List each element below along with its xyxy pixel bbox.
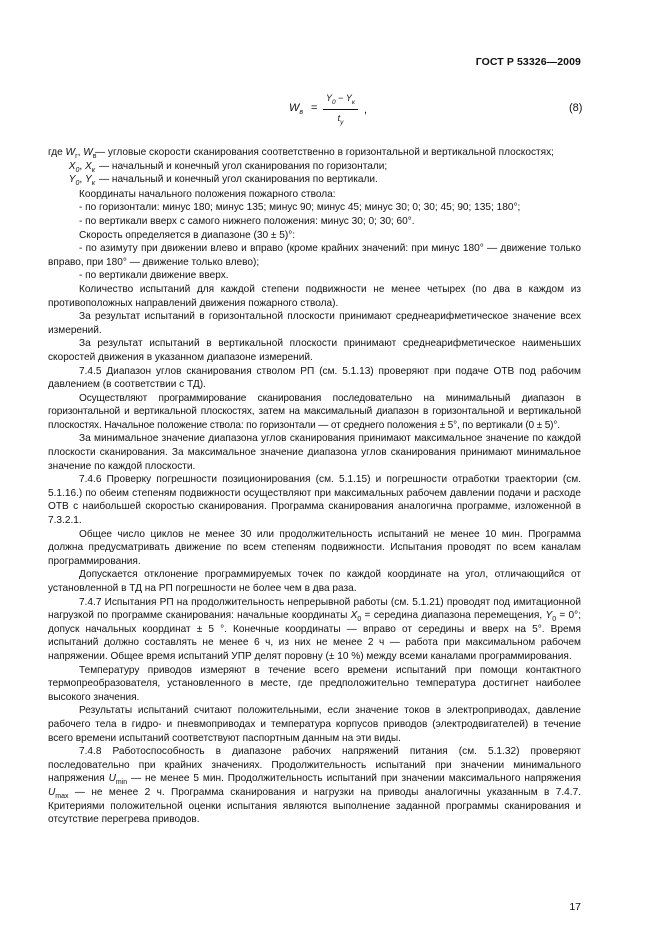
definition-symbol (48, 160, 99, 174)
text-run: = 0°; допуск начальных координат ± 5 °. Конечные координаты — вправо от середины и вверх на 5°. Время испытаний должно составлять не менее 6 ч, из них не менее 2 ч — работа при максимальном рабочем напряжении. Общее время испытаний УПР делят поровну (± 10 %) между всеми каналами программирования. (48, 610, 581, 662)
paragraph: Координаты начального положения пожарного ствола: (79, 188, 336, 200)
sym-xk: X (84, 160, 92, 172)
paragraph: Осуществляют программирование сканирования последовательно на минимальный диапазон в горизонтальной и вертикальной плоскостях, затем на максимальный диапазон в горизонтальной и вертикальной плоскостях. Начальное положение ствола: по горизонтали — от среднего положения ± 5°, по вертикали (0 ± 5)°. (48, 392, 581, 431)
formula-lhs (289, 102, 303, 116)
formula-number: (8) (569, 102, 583, 114)
num-b-sub: к (351, 98, 355, 106)
paragraph: Общее число циклов не менее 30 или продолжительность испытаний не менее 10 мин. Программа должна предусматривать движение по всем степеням подвижности. Испытания проводят по всем каналам программирования. (48, 528, 581, 567)
definition-text: — начальный и конечный угол сканирования по горизонтали; (99, 160, 388, 172)
sym-x0-sub: 0 (357, 616, 362, 624)
paragraph: За минимальное значение диапазона углов сканирования принимают максимальное значение по каждой плоскости сканирования. За максимальное значение диапазона углов сканирования принимают минимальное значение по каждой плоскости. (48, 433, 581, 472)
paragraph (48, 745, 581, 827)
sym-xk-sub: к (91, 166, 95, 174)
formula-8 (0, 92, 661, 140)
paragraph: - по вертикали движение вверх. (79, 270, 229, 282)
sym-sep: , (79, 174, 85, 186)
num-minus: − (335, 93, 346, 103)
text-run: = середина диапазона перемещения, (361, 610, 546, 622)
formula-equals: = (311, 102, 318, 114)
paragraph: Скорость определяется в диапазоне (30 ± 5)°: (79, 229, 296, 241)
sym-y0: Y (545, 610, 553, 622)
text-run: 7.4.7 Испытания РП на продолжительность непрерывной работы (см. 5.1.21) проводят под имитационной нагрузкой по программе сканирования: начальные координаты (48, 596, 581, 622)
paragraph: - по вертикали вверх с самого нижнего положения: минус 30; 0; 30; 60°. (79, 215, 415, 227)
paragraph: - по азимуту при движении влево и вправо (кроме крайних значений: при минус 180° — движение только вправо, при 180° — движение только влево); (48, 243, 581, 268)
formula-lhs-symbol: W (289, 102, 300, 114)
sym-y0: Y (68, 174, 76, 186)
formula-denominator (323, 110, 358, 131)
sym-y0-sub: 0 (552, 616, 557, 624)
definition-w (48, 146, 581, 160)
sym-sep: , (79, 160, 85, 172)
den-sub: y (340, 118, 344, 126)
paragraph: Допускается отклонение программируемых точек по каждой координате на угол, отличающийся от установленной в ТД на РП погрешности не более чем в два раза. (48, 569, 581, 594)
sym-umin: U (108, 773, 116, 785)
sym-wg: W (65, 147, 76, 158)
text-run: — не менее 2 ч. Программа сканирования и нагрузки на приводы аналогичны указанным в 7.4.7. Критериями положительной оценки испытания являются выполнение заданной программы сканирования и отсутствие перегрева приводов. (48, 786, 581, 826)
formula-comma: , (364, 104, 368, 116)
sym-umax: U (48, 786, 56, 798)
paragraph (48, 596, 581, 664)
paragraph: 7.4.6 Проверку погрешности позиционирования (см. 5.1.15) и погрешности отработки траектории (см. 5.1.16.) по обеим степеням подвижности осуществляют при максимальных рабочем давлении подачи и расходе ОТВ с наибольшей скоростью сканирования. Программа сканирования аналогична программе, изложенной в 7.3.2.1. (48, 474, 581, 527)
definition-text: — угловые скорости сканирования соответственно в горизонтальной и вертикальной плоскостях; (95, 147, 554, 158)
sym-wv-sub: в (92, 153, 97, 161)
formula-numerator (323, 92, 358, 110)
paragraph: - по горизонтали: минус 180; минус 135; минус 90; минус 45; минус 30; 0; 30; 45; 90; 135; 180°; (79, 202, 521, 214)
paragraph: 7.4.5 Диапазон углов сканирования стволом РП (см. 5.1.13) проверяют при подаче ОТВ под рабочим давлением (в соответствии с ТД). (48, 365, 581, 391)
text-run: — не менее 5 мин. Продолжительность испытаний при значении максимального напряжения (127, 773, 581, 785)
body-text (48, 146, 581, 827)
definition-x (48, 160, 581, 174)
sym-umax-sub: max (55, 792, 69, 800)
sym-y0-sub: 0 (75, 180, 80, 188)
text-run: 7.4.8 Работоспособность в диапазоне рабочих напряжений питания (см. 5.1.32) проверяют последовательно при крайних значениях. Продолжительность испытаний при значении минимального напряжения (48, 746, 581, 785)
definition-symbol (48, 173, 99, 187)
formula-fraction (323, 92, 358, 131)
paragraph: Количество испытаний для каждой степени подвижности не менее четырех (по два в каждом из противоположных направлений движения пожарного ствола). (48, 283, 581, 309)
paragraph: За результат испытаний в горизонтальной плоскости принимают среднеарифметическое значение всех измерений. (48, 311, 581, 336)
document-header: ГОСТ Р 53326—2009 (475, 56, 581, 68)
sym-wv: W (83, 147, 93, 158)
paragraph: За результат испытаний в вертикальной плоскости принимают среднеарифметическое наименьших скоростей движения в указанном диапазоне измерений. (48, 338, 581, 363)
sym-umin-sub: min (115, 779, 128, 787)
den-symbol: t (337, 112, 341, 123)
symbol-definitions (48, 146, 581, 187)
where-word: где (48, 147, 66, 158)
page-number: 17 (569, 901, 581, 913)
num-a-sub: 0 (332, 98, 336, 106)
sym-x0: X (350, 610, 358, 622)
sym-yk: Y (84, 174, 92, 186)
sym-wg-sub: г (75, 153, 78, 161)
paragraph: Результаты испытаний считают положительными, если значение токов в электроприводах, давление рабочего тела в гидро- и пневмоприводах и температура корпусов приводов (электродвигателей) в течение всего времени испытаний соответствуют паспортным данным на эти виды. (48, 705, 581, 744)
definition-y (48, 173, 581, 187)
sym-x0: X (68, 160, 76, 172)
sym-yk-sub: к (91, 180, 95, 188)
sym-sep: , (77, 147, 84, 158)
num-a: Y (326, 93, 333, 103)
formula-lhs-sub: в (299, 109, 304, 117)
num-b: Y (345, 93, 352, 103)
definition-text: — начальный и конечный угол сканирования по вертикали. (99, 174, 378, 186)
sym-x0-sub: 0 (75, 166, 80, 174)
definition-symbol (48, 146, 95, 160)
paragraph: Температуру приводов измеряют в течение всего времени испытаний при помощи контактного термопреобразователя, установленного в месте, где предположительно температура достигнет наиболее высокого значения. (48, 664, 581, 703)
